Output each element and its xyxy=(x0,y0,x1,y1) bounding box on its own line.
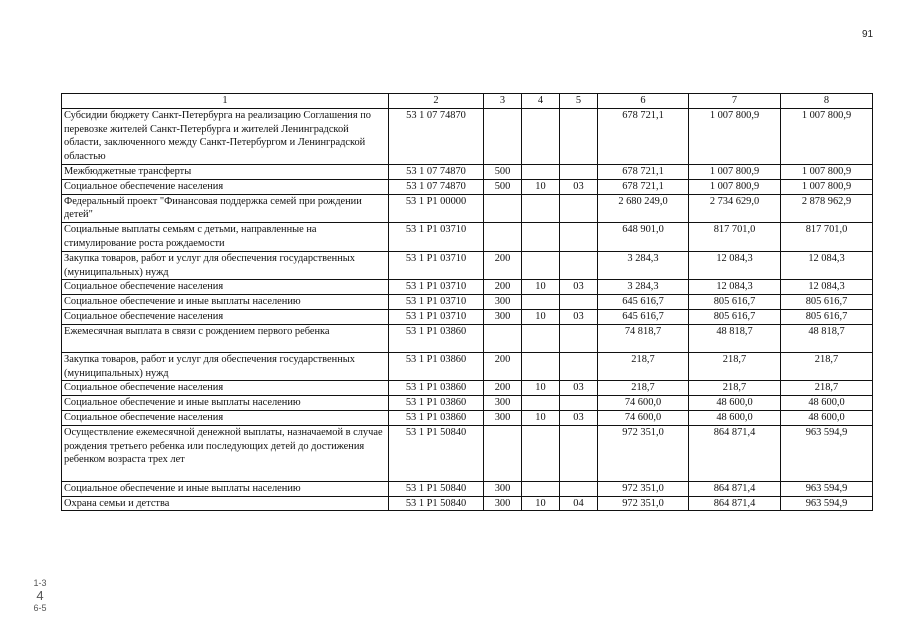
row-col4-cell: 10 xyxy=(522,309,560,324)
table-row xyxy=(62,425,873,481)
row-col3-cell: 200 xyxy=(484,280,522,295)
row-col7-cell: 218,7 xyxy=(689,381,781,396)
row-col7-cell: 817 701,0 xyxy=(689,223,781,252)
row-code-cell: 53 1 P1 03710 xyxy=(389,223,484,252)
row-col3-cell: 300 xyxy=(484,295,522,310)
row-name-cell: Социальное обеспечение и иные выплаты населению xyxy=(62,396,389,411)
row-col4-cell xyxy=(522,164,560,179)
row-col4-cell xyxy=(522,108,560,164)
row-col6-cell: 3 284,3 xyxy=(598,280,689,295)
row-col6-cell: 972 351,0 xyxy=(598,481,689,496)
row-col5-cell xyxy=(560,164,598,179)
row-col3-cell xyxy=(484,223,522,252)
row-col4-cell xyxy=(522,324,560,352)
table-row xyxy=(62,223,873,252)
table-row xyxy=(62,410,873,425)
row-name-cell: Субсидии бюджету Санкт-Петербурга на реализацию Соглашения по перевозке жителей Санкт-Петербурга и жителей Ленинградской области, заключенного между Санкт-Петербургом и Ленинградской областью xyxy=(62,108,389,164)
row-col7-cell: 1 007 800,9 xyxy=(689,164,781,179)
row-col3-cell: 200 xyxy=(484,251,522,280)
row-code-cell: 53 1 P1 03860 xyxy=(389,396,484,411)
table-row xyxy=(62,396,873,411)
row-name-cell: Социальное обеспечение населения xyxy=(62,309,389,324)
row-name-cell: Охрана семьи и детства xyxy=(62,496,389,511)
row-col8-cell: 12 084,3 xyxy=(781,251,873,280)
margin-stamp-line: 4 xyxy=(36,588,44,603)
row-col4-cell xyxy=(522,396,560,411)
row-col5-cell: 04 xyxy=(560,496,598,511)
row-col5-cell xyxy=(560,352,598,381)
row-col6-cell: 678 721,1 xyxy=(598,179,689,194)
row-col7-cell: 48 818,7 xyxy=(689,324,781,352)
row-col4-cell: 10 xyxy=(522,496,560,511)
row-col6-cell: 972 351,0 xyxy=(598,425,689,481)
row-col8-cell: 218,7 xyxy=(781,381,873,396)
table-row xyxy=(62,194,873,223)
row-code-cell: 53 1 P1 03860 xyxy=(389,352,484,381)
table-row xyxy=(62,251,873,280)
row-col7-cell: 12 084,3 xyxy=(689,280,781,295)
row-col8-cell: 48 818,7 xyxy=(781,324,873,352)
row-code-cell: 53 1 P1 50840 xyxy=(389,481,484,496)
row-col7-cell: 218,7 xyxy=(689,352,781,381)
row-code-cell: 53 1 P1 03710 xyxy=(389,280,484,295)
row-col5-cell xyxy=(560,223,598,252)
row-code-cell: 53 1 P1 50840 xyxy=(389,425,484,481)
row-col5-cell xyxy=(560,295,598,310)
row-col3-cell: 200 xyxy=(484,352,522,381)
page-number: 91 xyxy=(862,29,874,40)
row-col4-cell xyxy=(522,352,560,381)
row-name-cell: Осуществление ежемесячной денежной выплаты, назначаемой в случае рождения третьего ребенка или последующих детей до достижения ребенком возраста трех лет xyxy=(62,425,389,481)
row-col4-cell: 10 xyxy=(522,179,560,194)
row-col5-cell: 03 xyxy=(560,410,598,425)
table-row xyxy=(62,295,873,310)
row-name-cell: Ежемесячная выплата в связи с рождением первого ребенка xyxy=(62,324,389,352)
header-cell: 3 xyxy=(484,94,522,109)
row-col6-cell: 2 680 249,0 xyxy=(598,194,689,223)
row-name-cell: Закупка товаров, работ и услуг для обеспечения государственных (муниципальных) нужд xyxy=(62,352,389,381)
header-cell: 1 xyxy=(62,94,389,109)
row-col6-cell: 648 901,0 xyxy=(598,223,689,252)
row-col4-cell: 10 xyxy=(522,410,560,425)
row-col6-cell: 74 600,0 xyxy=(598,396,689,411)
row-col4-cell xyxy=(522,223,560,252)
table-row xyxy=(62,108,873,164)
row-col8-cell: 1 007 800,9 xyxy=(781,164,873,179)
row-code-cell: 53 1 P1 03710 xyxy=(389,251,484,280)
row-code-cell: 53 1 07 74870 xyxy=(389,164,484,179)
margin-stamp-line: 6-5 xyxy=(33,603,47,613)
row-code-cell: 53 1 P1 03710 xyxy=(389,295,484,310)
row-col3-cell: 500 xyxy=(484,164,522,179)
row-col4-cell xyxy=(522,194,560,223)
row-col6-cell: 645 616,7 xyxy=(598,295,689,310)
row-code-cell: 53 1 P1 03860 xyxy=(389,410,484,425)
row-col5-cell: 03 xyxy=(560,381,598,396)
row-name-cell: Социальное обеспечение населения xyxy=(62,179,389,194)
row-code-cell: 53 1 P1 03860 xyxy=(389,324,484,352)
row-col3-cell: 300 xyxy=(484,396,522,411)
row-col8-cell: 805 616,7 xyxy=(781,295,873,310)
table-header-row xyxy=(62,94,873,109)
row-col6-cell: 972 351,0 xyxy=(598,496,689,511)
row-col7-cell: 864 871,4 xyxy=(689,481,781,496)
row-col6-cell: 678 721,1 xyxy=(598,108,689,164)
row-col5-cell: 03 xyxy=(560,179,598,194)
row-col6-cell: 3 284,3 xyxy=(598,251,689,280)
row-name-cell: Социальное обеспечение населения xyxy=(62,410,389,425)
table-row xyxy=(62,496,873,511)
row-col6-cell: 218,7 xyxy=(598,381,689,396)
row-col5-cell xyxy=(560,324,598,352)
row-name-cell: Социальное обеспечение населения xyxy=(62,280,389,295)
row-col4-cell xyxy=(522,425,560,481)
header-cell: 7 xyxy=(689,94,781,109)
row-col7-cell: 805 616,7 xyxy=(689,309,781,324)
row-code-cell: 53 1 P1 00000 xyxy=(389,194,484,223)
row-code-cell: 53 1 07 74870 xyxy=(389,108,484,164)
row-col8-cell: 817 701,0 xyxy=(781,223,873,252)
table-row xyxy=(62,352,873,381)
table-row xyxy=(62,164,873,179)
row-col6-cell: 678 721,1 xyxy=(598,164,689,179)
row-col7-cell: 864 871,4 xyxy=(689,496,781,511)
table-row xyxy=(62,280,873,295)
row-col4-cell xyxy=(522,481,560,496)
table-row xyxy=(62,179,873,194)
row-col5-cell xyxy=(560,481,598,496)
row-name-cell: Социальное обеспечение населения xyxy=(62,381,389,396)
row-col5-cell xyxy=(560,251,598,280)
row-col5-cell: 03 xyxy=(560,280,598,295)
row-col8-cell: 963 594,9 xyxy=(781,425,873,481)
row-col5-cell xyxy=(560,425,598,481)
row-code-cell: 53 1 P1 03710 xyxy=(389,309,484,324)
row-col5-cell xyxy=(560,396,598,411)
row-col8-cell: 48 600,0 xyxy=(781,396,873,411)
row-code-cell: 53 1 P1 03860 xyxy=(389,381,484,396)
row-col8-cell: 963 594,9 xyxy=(781,481,873,496)
header-cell: 4 xyxy=(522,94,560,109)
row-col4-cell xyxy=(522,251,560,280)
table-row xyxy=(62,324,873,352)
row-col5-cell: 03 xyxy=(560,309,598,324)
row-col3-cell xyxy=(484,108,522,164)
row-code-cell: 53 1 07 74870 xyxy=(389,179,484,194)
row-col3-cell: 500 xyxy=(484,179,522,194)
row-col8-cell: 2 878 962,9 xyxy=(781,194,873,223)
row-col6-cell: 218,7 xyxy=(598,352,689,381)
row-col3-cell: 300 xyxy=(484,481,522,496)
row-col8-cell: 805 616,7 xyxy=(781,309,873,324)
row-name-cell: Социальные выплаты семьям с детьми, направленные на стимулирование роста рождаемости xyxy=(62,223,389,252)
row-col3-cell xyxy=(484,425,522,481)
row-col8-cell: 1 007 800,9 xyxy=(781,179,873,194)
header-cell: 2 xyxy=(389,94,484,109)
row-col7-cell: 1 007 800,9 xyxy=(689,179,781,194)
header-cell: 5 xyxy=(560,94,598,109)
budget-table xyxy=(61,93,873,511)
row-col8-cell: 48 600,0 xyxy=(781,410,873,425)
margin-stamp-line: 1-3 xyxy=(33,578,47,588)
row-code-cell: 53 1 P1 50840 xyxy=(389,496,484,511)
row-name-cell: Социальное обеспечение и иные выплаты населению xyxy=(62,481,389,496)
row-col8-cell: 963 594,9 xyxy=(781,496,873,511)
row-col7-cell: 48 600,0 xyxy=(689,396,781,411)
table-row xyxy=(62,309,873,324)
row-col3-cell xyxy=(484,194,522,223)
row-name-cell: Социальное обеспечение и иные выплаты населению xyxy=(62,295,389,310)
row-col3-cell: 300 xyxy=(484,496,522,511)
table-row xyxy=(62,381,873,396)
row-col3-cell xyxy=(484,324,522,352)
row-col7-cell: 1 007 800,9 xyxy=(689,108,781,164)
row-name-cell: Федеральный проект "Финансовая поддержка семей при рождении детей" xyxy=(62,194,389,223)
row-col7-cell: 805 616,7 xyxy=(689,295,781,310)
header-cell: 8 xyxy=(781,94,873,109)
row-col4-cell: 10 xyxy=(522,280,560,295)
row-col5-cell xyxy=(560,194,598,223)
row-name-cell: Межбюджетные трансферты xyxy=(62,164,389,179)
header-cell: 6 xyxy=(598,94,689,109)
row-col7-cell: 12 084,3 xyxy=(689,251,781,280)
row-col3-cell: 300 xyxy=(484,309,522,324)
row-col4-cell: 10 xyxy=(522,381,560,396)
row-col4-cell xyxy=(522,295,560,310)
row-col3-cell: 200 xyxy=(484,381,522,396)
margin-stamp xyxy=(32,578,48,614)
row-col7-cell: 864 871,4 xyxy=(689,425,781,481)
row-col8-cell: 12 084,3 xyxy=(781,280,873,295)
row-col5-cell xyxy=(560,108,598,164)
row-name-cell: Закупка товаров, работ и услуг для обеспечения государственных (муниципальных) нужд xyxy=(62,251,389,280)
row-col3-cell: 300 xyxy=(484,410,522,425)
row-col8-cell: 218,7 xyxy=(781,352,873,381)
row-col6-cell: 74 818,7 xyxy=(598,324,689,352)
row-col7-cell: 2 734 629,0 xyxy=(689,194,781,223)
row-col6-cell: 74 600,0 xyxy=(598,410,689,425)
row-col8-cell: 1 007 800,9 xyxy=(781,108,873,164)
table-row xyxy=(62,481,873,496)
row-col7-cell: 48 600,0 xyxy=(689,410,781,425)
row-col6-cell: 645 616,7 xyxy=(598,309,689,324)
